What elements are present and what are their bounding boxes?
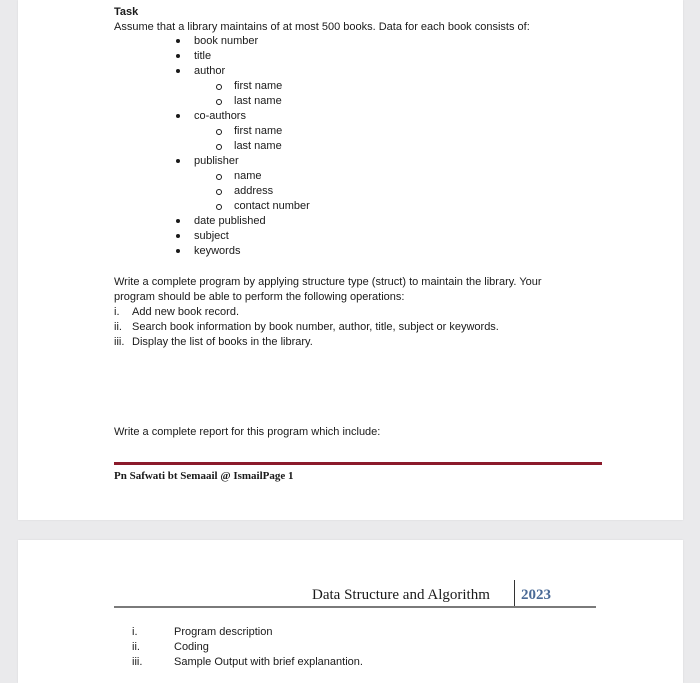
sub-bullet-icon: [216, 144, 222, 150]
document-page-2: [18, 540, 683, 683]
sub-bullet-icon: [216, 174, 222, 180]
report-item-number: i.: [132, 626, 138, 638]
operation-number: ii.: [114, 321, 122, 333]
field-co-authors: co-authors: [194, 110, 246, 122]
operation-number: i.: [114, 306, 120, 318]
sub-bullet-icon: [216, 204, 222, 210]
sub-bullet-icon: [216, 99, 222, 105]
bullet-icon: [176, 114, 180, 118]
document-page-1: [18, 0, 683, 520]
sub-bullet-icon: [216, 84, 222, 90]
field-subject: subject: [194, 230, 229, 242]
operation-text: Display the list of books in the library.: [132, 336, 313, 348]
intro-text: Assume that a library maintains of at most 500 books. Data for each book consists of:: [114, 21, 530, 33]
field-title: title: [194, 50, 212, 62]
report-item-text: Program description: [174, 626, 273, 638]
field-author: author: [194, 65, 226, 77]
header-title: Data Structure and Algorithm: [312, 587, 490, 603]
sub-bullet-icon: [216, 129, 222, 135]
field-co-first-name: first name: [234, 125, 283, 137]
report-item-text: Sample Output with brief explanantion.: [174, 656, 363, 668]
field-co-last-name: last name: [234, 140, 282, 152]
task-heading: Task: [114, 6, 139, 18]
field-author-last-name: last name: [234, 95, 282, 107]
bullet-icon: [176, 249, 180, 253]
report-item-text: Coding: [174, 641, 209, 653]
bullet-icon: [176, 159, 180, 163]
bullet-icon: [176, 234, 180, 238]
program-instruction-line-1: Write a complete program by applying structure type (struct) to maintain the library. Your: [114, 276, 542, 288]
field-publisher-address: address: [234, 185, 274, 197]
field-author-first-name: first name: [234, 80, 283, 92]
sub-bullet-icon: [216, 189, 222, 195]
operation-number: iii.: [114, 336, 125, 348]
field-date-published: date published: [194, 215, 266, 227]
report-item-number: iii.: [132, 656, 143, 668]
program-instruction-line-2: program should be able to perform the following operations:: [114, 291, 405, 303]
field-book-number: book number: [194, 35, 259, 47]
report-instruction: Write a complete report for this program which include:: [114, 426, 381, 438]
bullet-icon: [176, 39, 180, 43]
field-publisher-contact: contact number: [234, 200, 310, 212]
bullet-icon: [176, 69, 180, 73]
field-publisher: publisher: [194, 155, 239, 167]
footer-divider: [114, 462, 602, 465]
report-item-number: ii.: [132, 641, 140, 653]
header-divider: [114, 606, 596, 608]
bullet-icon: [176, 219, 180, 223]
bullet-icon: [176, 54, 180, 58]
field-keywords: keywords: [194, 245, 241, 257]
page-footer: Pn Safwati bt Semaail @ IsmailPage 1: [114, 470, 294, 482]
header-separator: [514, 580, 515, 608]
operation-text: Search book information by book number, author, title, subject or keywords.: [132, 321, 499, 333]
header-year: 2023: [521, 587, 551, 603]
field-publisher-name: name: [234, 170, 262, 182]
operation-text: Add new book record.: [132, 306, 240, 318]
